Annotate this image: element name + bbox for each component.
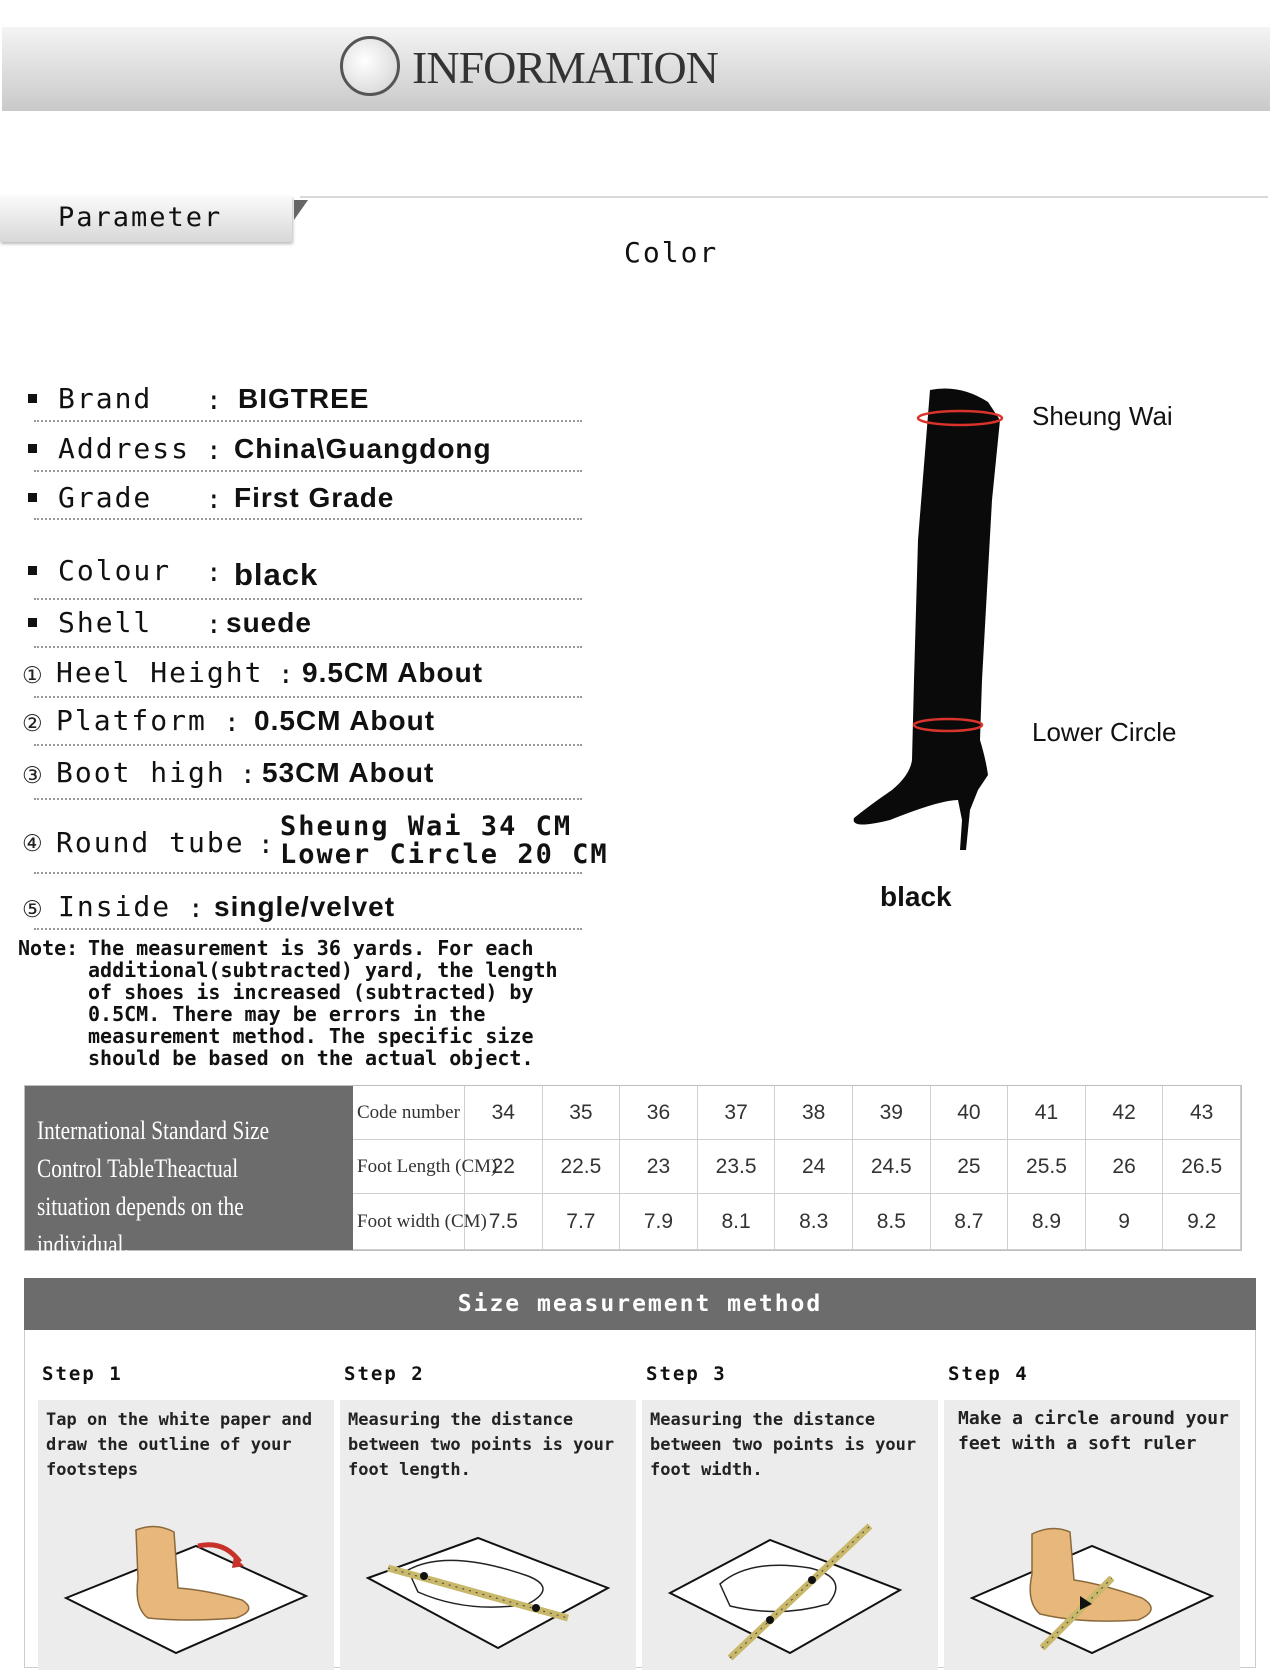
size-cell: 41 (1008, 1086, 1086, 1140)
number-one-icon: ① (22, 662, 43, 688)
parameter-label: Parameter (58, 202, 223, 233)
param-value: single/velvet (214, 891, 396, 922)
size-cell: 25.5 (1008, 1140, 1086, 1194)
square-bullet-icon (28, 618, 37, 627)
size-cell: 9 (1086, 1194, 1164, 1250)
step-title: Step 1 (42, 1363, 123, 1385)
param-colon: : (206, 610, 222, 640)
size-cell: 24 (775, 1140, 853, 1194)
foot-length-illustration (358, 1518, 618, 1668)
size-cell: 8.1 (698, 1194, 776, 1250)
number-two-icon: ② (22, 710, 43, 736)
param-label: Grade (58, 481, 153, 514)
dotted-divider (34, 696, 582, 698)
size-table (24, 1085, 1242, 1259)
size-cell: 39 (853, 1086, 931, 1140)
param-label: Inside (58, 890, 172, 923)
param-value-line1: Sheung Wai 34 CM (280, 811, 573, 842)
dotted-divider (34, 928, 582, 930)
size-cell: 35 (543, 1086, 621, 1140)
size-row-label: Foot width (CM) (353, 1194, 465, 1250)
note-label: Note: (18, 936, 79, 960)
foot-outline-illustration (56, 1518, 316, 1668)
size-cell: 42 (1086, 1086, 1164, 1140)
param-label: Brand (58, 382, 153, 415)
param-colon: : (206, 558, 222, 588)
size-row-label: Foot Length (CM) (353, 1140, 465, 1194)
size-cell: 43 (1163, 1086, 1241, 1140)
note-text: The measurement is 36 yards. For each additional(subtracted) yard, the length of shoes is increased (subtracted) by 0.5CM. There may be errors in the measurement method. The specific size should be based on the actual object. (88, 936, 558, 1070)
boot-illustration (830, 380, 1050, 860)
param-value: China\Guangdong (234, 433, 492, 464)
size-cell: 8.5 (853, 1194, 931, 1250)
step-panel (340, 1400, 636, 1670)
number-four-icon: ④ (22, 830, 43, 856)
square-bullet-icon (28, 566, 37, 575)
size-cell: 34 (465, 1086, 543, 1140)
size-table-heading-cell (25, 1086, 353, 1259)
param-value: black (234, 557, 319, 592)
size-cell: 8.9 (1008, 1194, 1086, 1250)
square-bullet-icon (28, 444, 37, 453)
step-title: Step 4 (948, 1363, 1029, 1385)
number-five-icon: ⑤ (22, 896, 43, 922)
param-colon: : (278, 660, 294, 690)
size-cell: 37 (698, 1086, 776, 1140)
banner-title: INFORMATION (412, 42, 718, 93)
param-label: Heel Height (56, 656, 264, 689)
param-label: Platform (56, 704, 207, 737)
step-description: Tap on the white paper and draw the outline of your footsteps (46, 1410, 313, 1480)
size-cell: 24.5 (853, 1140, 931, 1194)
boot-label-top: Sheung Wai (1032, 401, 1173, 431)
size-cell: 7.7 (543, 1194, 621, 1250)
dotted-divider (34, 872, 582, 874)
dotted-divider (34, 798, 582, 800)
size-cell: 8.7 (931, 1194, 1009, 1250)
color-heading: Color (624, 236, 719, 269)
size-cell: 26 (1086, 1140, 1164, 1194)
size-cell: 22.5 (543, 1140, 621, 1194)
param-value: 0.5CM About (254, 705, 436, 736)
size-cell: 8.3 (775, 1194, 853, 1250)
size-cell: 40 (931, 1086, 1009, 1140)
boot-shape (854, 389, 1000, 851)
square-bullet-icon (28, 493, 37, 502)
param-colon: : (224, 708, 240, 738)
dotted-divider (34, 646, 582, 648)
dotted-divider (34, 420, 582, 422)
size-cell: 22 (465, 1140, 543, 1194)
size-cell: 23 (620, 1140, 698, 1194)
param-colon: : (188, 894, 204, 924)
circle-icon (340, 36, 400, 96)
step-description: Measuring the distance between two points is your foot width. (650, 1410, 917, 1480)
size-cell: 9.2 (1163, 1194, 1241, 1250)
dotted-divider (34, 598, 582, 600)
dotted-divider (34, 518, 582, 520)
size-cell: 26.5 (1163, 1140, 1241, 1194)
size-table-heading: International Standard Size Control TableTheactual situation depends on the individual. (37, 1116, 270, 1259)
boot-caption: black (880, 881, 952, 912)
param-value: 53CM About (262, 757, 435, 788)
param-label: Round tube (56, 826, 245, 859)
param-colon: : (258, 830, 274, 860)
param-label: Shell (58, 606, 153, 639)
size-grid (353, 1086, 1241, 1250)
step-title: Step 3 (646, 1363, 727, 1385)
tab-corner-icon (294, 200, 308, 220)
dotted-divider (34, 744, 582, 746)
step-panel (38, 1400, 334, 1670)
param-value-line2: Lower Circle 20 CM (280, 839, 609, 870)
param-colon: : (206, 386, 222, 416)
size-cell: 38 (775, 1086, 853, 1140)
param-colon: : (240, 760, 256, 790)
step-description: Measuring the distance between two points is your foot length. (348, 1410, 615, 1480)
size-cell: 23.5 (698, 1140, 776, 1194)
size-cell: 36 (620, 1086, 698, 1140)
param-label: Address (58, 432, 191, 465)
param-label: Colour (58, 554, 172, 587)
param-colon: : (206, 485, 222, 515)
step-panel (944, 1400, 1240, 1670)
param-value: 9.5CM About (302, 657, 484, 688)
param-value: suede (226, 607, 312, 638)
param-colon: : (206, 436, 222, 466)
size-row-label: Code number (353, 1086, 465, 1140)
param-value: First Grade (234, 482, 395, 513)
foot-width-illustration (660, 1518, 920, 1668)
step-title: Step 2 (344, 1363, 425, 1385)
size-cell: 25 (931, 1140, 1009, 1194)
param-value: BIGTREE (238, 383, 370, 414)
dotted-divider (34, 470, 582, 472)
size-cell: 7.9 (620, 1194, 698, 1250)
step-panel (642, 1400, 938, 1670)
foot-circumference-illustration (962, 1518, 1222, 1668)
step-description: Make a circle around your feet with a soft ruler (958, 1408, 1229, 1454)
number-three-icon: ③ (22, 762, 43, 788)
square-bullet-icon (28, 394, 37, 403)
boot-label-bottom: Lower Circle (1032, 717, 1177, 747)
param-label: Boot high (56, 756, 226, 789)
size-cell: 7.5 (465, 1194, 543, 1250)
section-divider (300, 196, 1268, 198)
measurement-title: Size measurement method (457, 1291, 823, 1317)
